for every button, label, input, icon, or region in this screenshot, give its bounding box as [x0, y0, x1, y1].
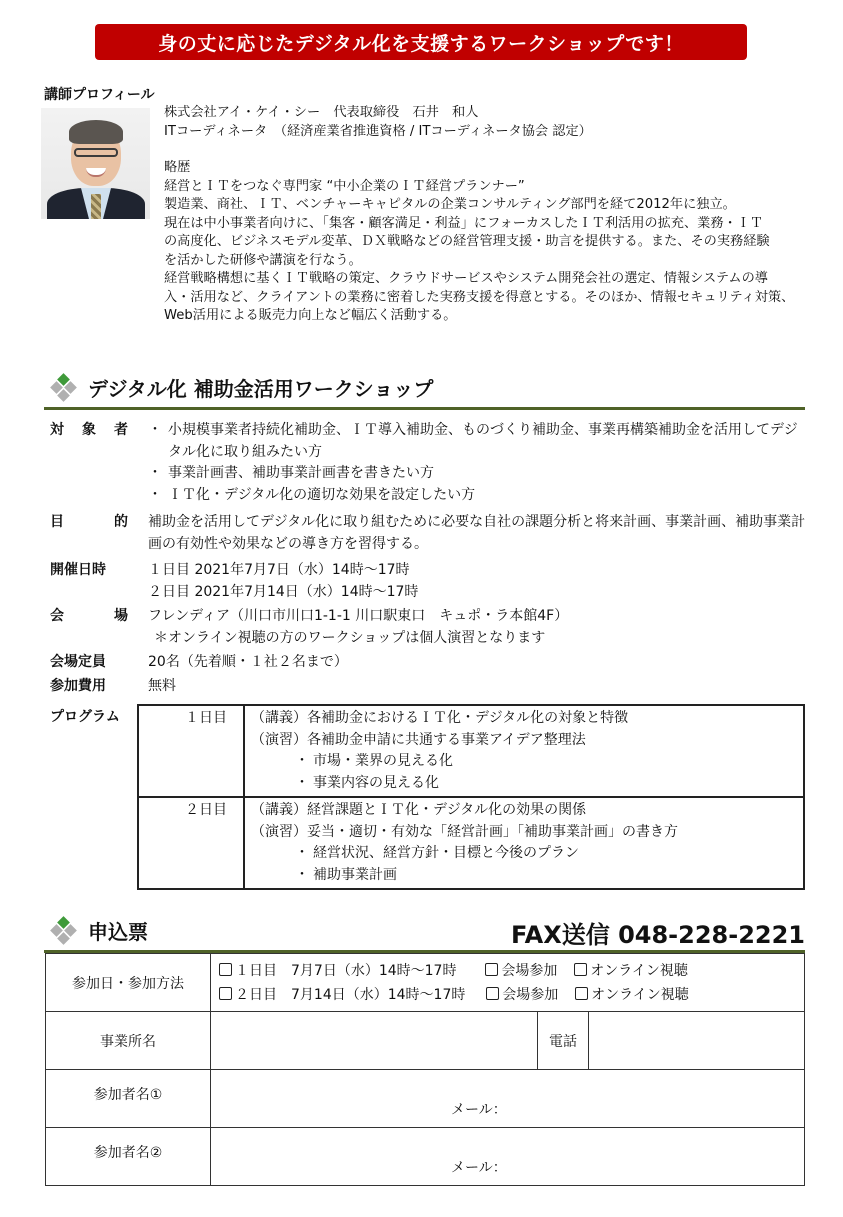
workshop-title: デジタル化 補助金活用ワークショップ: [88, 377, 434, 401]
program-subitem: ・ 補助事業計画: [251, 865, 797, 887]
program-day: １日目: [138, 705, 244, 797]
participant1-row: [46, 1070, 805, 1128]
day2-label: ２日目 7月14日（水）14時～17時: [235, 986, 466, 1003]
career-line: の高度化、ビジネスモデル変革、ＤＸ戦略などの経営管理支援・助言を提供する。また、その実務経験: [164, 234, 770, 249]
instructor-name: 株式会社アイ・ケイ・シー 代表取締役 石井 和人: [164, 105, 479, 120]
participant2-label: 参加者名②: [46, 1128, 211, 1186]
career-line: を活かした研修や講演を行なう。: [164, 252, 362, 268]
career-line: 現在は中小事業者向けに、「集客・顧客満足・利益」にフォーカスしたＩＴ利活用の拡充、業務・ＩＴ: [164, 215, 764, 231]
participant1-field[interactable]: [211, 1070, 805, 1128]
program-lecture: （講義）経営課題とＩＴ化・デジタル化の効果の関係: [251, 802, 587, 818]
capacity-label: 会場定員: [50, 654, 106, 670]
program-exercise: （演習）各補助金申請に共通する事業アイデア整理法: [251, 731, 586, 748]
dates-row: [50, 560, 810, 603]
venue-label: 会 場: [50, 608, 128, 624]
day1-checkbox[interactable]: [219, 963, 232, 976]
program-subitem: ・ 市場・業界の見える化: [251, 751, 797, 773]
venue-option-label: 会場参加: [502, 986, 559, 1003]
purpose-text: 補助金を活用してデジタル化に取り組むために必要な自社の課題分析と将来計画、事業計画、補助事業計画の有効性や効果などの導き方を習得する。: [148, 514, 806, 552]
program-row: [138, 705, 804, 797]
purpose-label: 目 的: [50, 514, 128, 530]
capacity-row: [50, 652, 810, 674]
phone-label: 電話: [538, 1012, 589, 1070]
program-subitem: ・ 事業内容の見える化: [251, 773, 797, 795]
application-form: [45, 953, 805, 1186]
program-label-row: [50, 707, 140, 729]
participant2-row: [46, 1128, 805, 1186]
venue-option-label: 会場参加: [501, 962, 558, 979]
participant1-label: 参加者名①: [46, 1070, 211, 1128]
participant2-field[interactable]: [211, 1128, 805, 1186]
career-line: 経営戦略構想に基くＩＴ戦略の策定、クラウドサービスやシステム開発会社の選定、情報システムの導: [164, 271, 768, 286]
target-item: ・ ＩＴ化・デジタル化の適切な効果を設定したい方: [148, 485, 810, 507]
program-subitem: ・ 経営状況、経営方針・目標と今後のプラン: [251, 843, 797, 865]
career-line: 経営とＩＴをつなぐ専門家 “中小企業のＩＴ経営プランナー”: [164, 178, 525, 194]
career-line: 入・活用など、クライアントの業務に密着した実務支援を得意とする。そのほか、情報セキュリティ対策、: [164, 289, 795, 305]
mail-label: メール：: [451, 1102, 507, 1118]
venue-text: フレンディア（川口市川口1-1-1 川口駅東口 キュポ・ラ本館4F）: [148, 608, 569, 624]
diamond-cluster-icon: [50, 374, 78, 402]
day2-checkbox[interactable]: [219, 987, 232, 1000]
date-line: １日目 2021年7月7日（水）14時～17時: [148, 562, 410, 578]
purpose-row: [50, 512, 810, 555]
date-line: ２日目 2021年7月14日（水）14時～17時: [148, 583, 419, 600]
day1-label: １日目 7月7日（水）14時～17時: [235, 962, 457, 979]
diamond-cluster-icon: [50, 917, 78, 945]
venue-row: [50, 606, 810, 649]
program-lecture: （講義）各補助金におけるＩＴ化・デジタル化の対象と特徴: [251, 710, 629, 726]
program-label: プログラム: [50, 709, 120, 725]
career-heading: 略歴: [164, 160, 191, 175]
dates-label: 開催日時: [50, 562, 106, 578]
headline-banner: 身の丈に応じたデジタル化を支援するワークショップです！: [95, 24, 747, 60]
program-day: ２日目: [138, 797, 244, 889]
program-row: [138, 797, 804, 889]
capacity-text: 20名（先着順・１社２名まで）: [148, 654, 348, 670]
instructor-profile-heading: 講師プロフィール: [44, 87, 155, 103]
day1-venue-checkbox[interactable]: [485, 963, 498, 976]
participation-label: 参加日・参加方法: [46, 954, 211, 1012]
program-table: [137, 704, 805, 890]
instructor-qualification: ITコーディネータ （経済産業省推進資格 / ITコーディネータ協会 認定）: [164, 123, 592, 139]
day1-online-checkbox[interactable]: [574, 963, 587, 976]
company-row: [46, 1012, 805, 1070]
fee-text: 無料: [148, 678, 176, 694]
participation-option: [219, 983, 796, 1007]
fax-number: FAX送信 048-228-2221: [511, 921, 805, 949]
program-content: [244, 797, 804, 889]
mail-label: メール：: [451, 1160, 507, 1176]
target-item: ・ 事業計画書、補助事業計画書を書きたい方: [148, 463, 810, 485]
company-name-field[interactable]: [211, 1012, 538, 1070]
target-row: [50, 420, 810, 506]
target-label: 対 象 者: [50, 422, 128, 438]
program-exercise: （演習）妥当・適切・有効な「経営計画」「補助事業計画」の書き方: [251, 823, 678, 840]
online-option-label: オンライン視聴: [590, 962, 688, 979]
instructor-profile-text: [164, 104, 804, 326]
career-line: 製造業、商社、ＩＴ、ベンチャーキャピタルの企業コンサルティング部門を経て2012年に独立。: [164, 197, 736, 212]
target-list: [148, 420, 810, 506]
company-label: 事業所名: [46, 1012, 211, 1070]
instructor-photo: [41, 108, 150, 219]
application-title: 申込票: [88, 920, 148, 944]
day2-online-checkbox[interactable]: [575, 987, 588, 1000]
application-section-header: [50, 916, 148, 945]
program-content: [244, 705, 804, 797]
workshop-section-header: [50, 373, 433, 402]
phone-field[interactable]: [589, 1012, 805, 1070]
fee-label: 参加費用: [50, 678, 106, 694]
career-line: Web活用による販売力向上など幅広く活動する。: [164, 308, 457, 323]
target-item: ・ 小規模事業者持続化補助金、ＩＴ導入補助金、ものづくり補助金、事業再構築補助金を活用してデジタル化に取り組みたい方: [148, 420, 810, 463]
section-divider: [44, 407, 805, 410]
fee-row: [50, 676, 810, 698]
day2-venue-checkbox[interactable]: [486, 987, 499, 1000]
venue-note: ＊オンライン視聴の方のワークショップは個人演習となります: [154, 629, 546, 646]
participation-option: [219, 959, 796, 983]
participation-row: [46, 954, 805, 1012]
online-option-label: オンライン視聴: [591, 986, 689, 1003]
